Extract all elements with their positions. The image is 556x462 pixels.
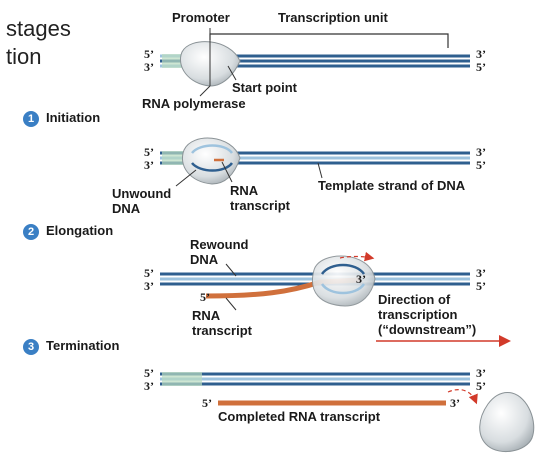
released-polymerase-blob [480,393,534,452]
transcription-unit-label: Transcription unit [278,10,388,25]
step-badge-3: 3 [23,339,39,355]
promoter-label: Promoter [172,10,230,25]
three-prime-end: 3’ [144,379,154,393]
five-prime-end: 5’ [476,158,486,172]
five-prime-end: 5’ [144,47,154,61]
three-prime-end: 3’ [476,47,486,61]
rna-three-prime-end: 3’ [356,272,366,286]
direction-label-2: transcription [378,307,458,322]
five-prime-end: 5’ [144,145,154,159]
direction-label-3: (“downstream”) [378,322,477,337]
three-prime-end: 3’ [476,266,486,280]
five-prime-end: 5’ [476,279,486,293]
rna-transcript-label-2: RNA [192,308,221,323]
rna-transcript-label-1: RNA [230,183,259,198]
three-prime-end: 3’ [476,145,486,159]
rna-five-prime-end: 5’ [202,396,212,410]
step-badge-2: 2 [23,224,39,240]
rna-transcript-label-2b: transcript [192,323,252,338]
five-prime-end: 5’ [144,366,154,380]
rna-polymerase-label: RNA polymerase [142,96,246,111]
title-line-2: tion [6,44,42,69]
five-prime-end: 5’ [144,266,154,280]
rewound-dna-label-1: Rewound [190,237,249,252]
transcription-unit-bracket [210,34,448,48]
three-prime-end: 3’ [144,279,154,293]
title-line-1: stages [6,16,71,41]
step-label-initiation: Initiation [46,110,101,125]
direction-label-1: Direction of [378,292,451,307]
completed-rna-label: Completed RNA transcript [218,409,381,424]
five-prime-end: 5’ [476,379,486,393]
step-label-termination: Termination [46,338,120,353]
five-prime-end: 5’ [476,60,486,74]
start-point-label: Start point [232,80,297,95]
dna-row-0 [160,28,470,96]
unwound-dna-label-2: DNA [112,201,141,216]
three-prime-end: 3’ [476,366,486,380]
rna-three-prime-end: 3’ [450,396,460,410]
step-badge-1: 1 [23,111,39,127]
three-prime-end: 3’ [144,60,154,74]
rna-five-prime-end: 5’ [200,290,210,304]
template-strand-label: Template strand of DNA [318,178,466,193]
step-label-elongation: Elongation [46,223,114,238]
unwound-dna-label-1: Unwound [112,186,172,201]
rewound-dna-label-2: DNA [190,252,219,267]
rna-transcript-label-1b: transcript [230,198,290,213]
three-prime-end: 3’ [144,158,154,172]
polymerase-leader [200,86,210,96]
